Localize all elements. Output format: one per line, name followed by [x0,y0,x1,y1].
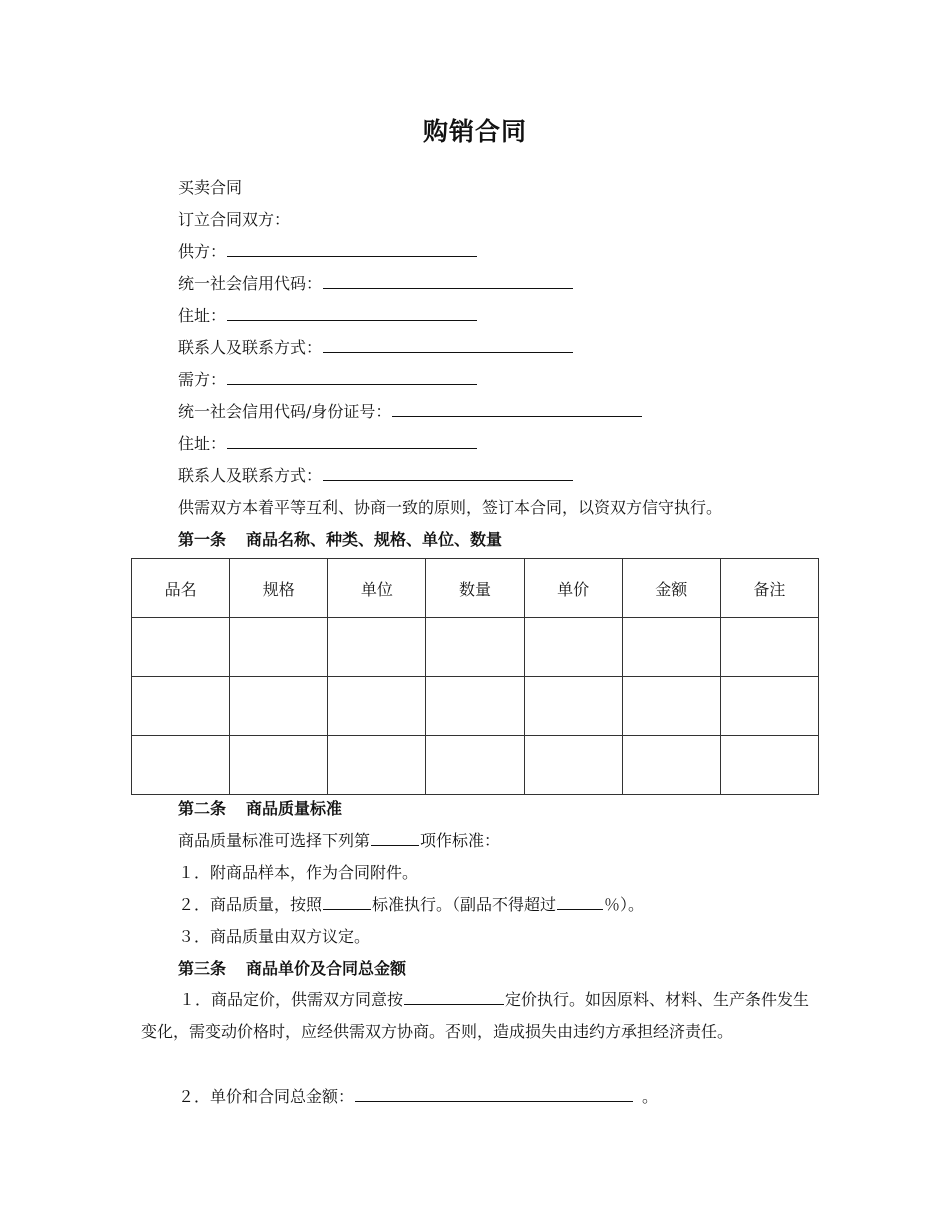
table-cell[interactable] [622,677,720,736]
table-cell[interactable] [230,618,328,677]
article2-item3: ３．商品质量由双方议定。 [178,927,371,946]
table-cell[interactable] [720,618,818,677]
table-row [132,736,819,795]
table-cell[interactable] [230,677,328,736]
buyer-code-blank[interactable] [392,400,642,417]
quality-standard-blank[interactable] [323,893,371,910]
article3-number: 第三条 [178,959,227,978]
table-cell[interactable] [524,618,622,677]
supplier-row [178,240,478,264]
supplier-contact-blank[interactable] [323,336,573,353]
intro-line-parties: 订立合同双方： [178,210,291,229]
header-specification: 规格 [230,559,328,618]
buyer-contact-blank[interactable] [323,464,573,481]
total-amount-period: 。 [642,1087,659,1106]
article1-title: 商品名称、种类、规格、单位、数量 [246,530,503,549]
article2-lead [178,829,500,853]
article3-heading [178,957,406,981]
article2-lead-text: 商品质量标准可选择下列第 [178,831,371,850]
table-cell[interactable] [132,618,230,677]
table-header-row [132,559,819,618]
article2-item1: １．附商品样本，作为合同附件。 [178,863,419,882]
table-cell[interactable] [524,677,622,736]
supplier-address-label: 住址： [178,306,227,325]
supplier-label: 供方： [178,242,227,261]
supplier-address-blank[interactable] [227,304,477,321]
table-cell[interactable] [720,677,818,736]
total-amount-label: ２．单价和合同总金额： [178,1087,355,1106]
table-cell[interactable] [132,736,230,795]
table-cell[interactable] [426,736,524,795]
table-cell[interactable] [328,618,426,677]
intro-line-sale-contract: 买卖合同 [178,178,243,197]
total-amount-blank[interactable] [355,1085,633,1102]
table-cell[interactable] [524,736,622,795]
buyer-address-label: 住址： [178,434,227,453]
table-row [132,677,819,736]
principle-text: 供需双方本着平等互利、协商一致的原则，签订本合同，以资双方信守执行。 [178,498,723,517]
buyer-row [178,368,478,392]
supplier-code-label: 统一社会信用代码： [178,274,323,293]
table-cell[interactable] [720,736,818,795]
buyer-label: 需方： [178,370,227,389]
table-cell[interactable] [328,677,426,736]
article3-p1-text-end: 定价执行。如因原料、材料、生产条件发生变化，需变动价格时，应经供需双方协商。否则，造成损失由违约方承担经济责任。 [141,990,810,1041]
table-cell[interactable] [230,736,328,795]
buyer-code-label: 统一社会信用代码/身份证号： [178,402,392,421]
table-cell[interactable] [622,618,720,677]
table-cell[interactable] [328,736,426,795]
header-product-name: 品名 [132,559,230,618]
table-cell[interactable] [426,677,524,736]
buyer-address-row [178,432,478,456]
standard-choice-blank[interactable] [371,829,419,846]
article3-title: 商品单价及合同总金额 [246,959,407,978]
supplier-contact-row [178,336,574,360]
article3-paragraph2 [178,1085,658,1109]
header-remarks: 备注 [720,559,818,618]
buyer-code-row [178,400,643,424]
article3-paragraph1 [141,984,813,1048]
article2-lead-text-end: 项作标准： [420,831,501,850]
supplier-code-row [178,272,574,296]
article2-item2-text: ２．商品质量，按照 [178,895,323,914]
header-amount: 金额 [622,559,720,618]
article1-number: 第一条 [178,530,227,549]
supplier-blank[interactable] [227,240,477,257]
page-title: 购销合同 [422,117,527,146]
buyer-contact-label: 联系人及联系方式： [178,466,323,485]
table-cell[interactable] [622,736,720,795]
header-unit: 单位 [328,559,426,618]
pricing-basis-blank[interactable] [404,988,504,1005]
article2-heading [178,797,342,821]
header-unit-price: 单价 [524,559,622,618]
supplier-contact-label: 联系人及联系方式： [178,338,323,357]
defect-percent-blank[interactable] [557,893,603,910]
article3-p1-text: １．商品定价，供需双方同意按 [179,990,404,1009]
table-cell[interactable] [132,677,230,736]
buyer-contact-row [178,464,574,488]
buyer-address-blank[interactable] [227,432,477,449]
header-quantity: 数量 [426,559,524,618]
article2-title: 商品质量标准 [246,799,343,818]
table-cell[interactable] [426,618,524,677]
article2-item2-text-end: ％）。 [604,895,645,914]
article2-number: 第二条 [178,799,227,818]
article1-heading [178,528,502,552]
article2-item2 [178,893,644,917]
buyer-blank[interactable] [227,368,477,385]
supplier-code-blank[interactable] [323,272,573,289]
article2-item2-text-middle: 标准执行。（副品不得超过 [372,895,557,914]
supplier-address-row [178,304,478,328]
table-row [132,618,819,677]
goods-table [131,558,819,795]
